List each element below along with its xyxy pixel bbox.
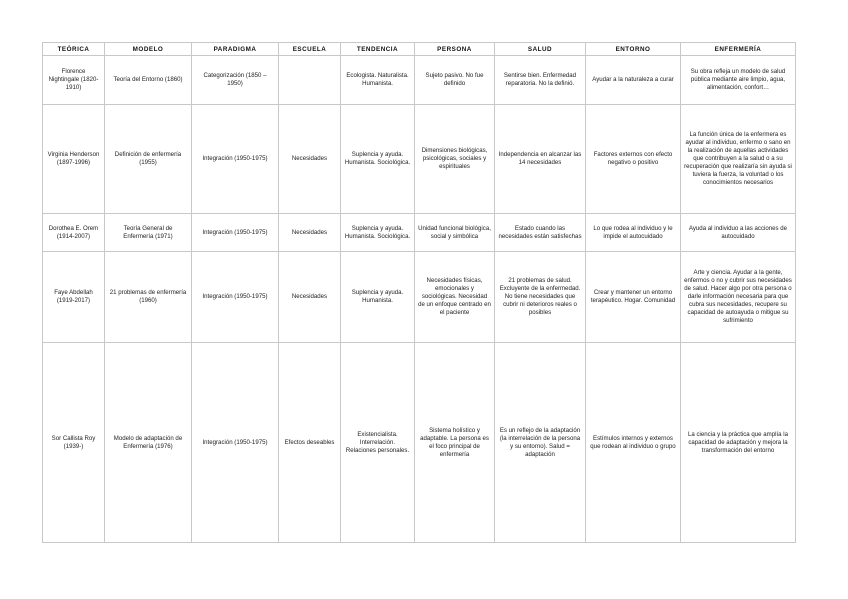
cell-teorica: Faye Abdellah (1919-2017) [43, 252, 105, 343]
cell-persona: Sistema holístico y adaptable. La persona es el foco principal de enfermería [415, 343, 495, 543]
cell-escuela: Efectos deseables [279, 343, 341, 543]
cell-entorno: Lo que rodea al individuo y le impide el autocuidado [586, 214, 681, 252]
cell-entorno: Ayudar a la naturaleza a curar [586, 56, 681, 105]
cell-tendencia: Suplencia y ayuda. Humanista. [341, 252, 415, 343]
cell-paradigma: Integración (1950-1975) [192, 214, 279, 252]
cell-persona: Dimensiones biológicas, psicológicas, sociales y espirituales [415, 105, 495, 214]
cell-entorno: Crear y mantener un entorno terapéutico. Hogar. Comunidad [586, 252, 681, 343]
cell-modelo: Modelo de adaptación de Enfermería (1976) [105, 343, 192, 543]
cell-tendencia: Suplencia y ayuda. Humanista. Sociológica. [341, 105, 415, 214]
cell-escuela [279, 56, 341, 105]
nursing-theories-table [42, 42, 796, 543]
table-row [43, 343, 796, 543]
cell-paradigma: Integración (1950-1975) [192, 105, 279, 214]
cell-salud: 21 problemas de salud. Excluyente de la enfermedad. No tiene necesidades que cubrir ni deterioros reales o posibles [495, 252, 586, 343]
cell-teorica: Florence Nightingale (1820-1910) [43, 56, 105, 105]
header-modelo: MODELO [105, 43, 192, 56]
cell-escuela: Necesidades [279, 105, 341, 214]
cell-tendencia: Existencialista. Interrelación. Relaciones personales. [341, 343, 415, 543]
cell-persona: Necesidades físicas, emocionales y sociológicas. Necesidad de un enfoque centrado en el paciente [415, 252, 495, 343]
cell-teorica: Dorothea E. Orem (1914-2007) [43, 214, 105, 252]
header-persona: PERSONA [415, 43, 495, 56]
header-teorica: TEÓRICA [43, 43, 105, 56]
header-escuela: ESCUELA [279, 43, 341, 56]
theories-sheet [42, 42, 795, 543]
table-row [43, 105, 796, 214]
cell-enfermeria: Su obra refleja un modelo de salud pública mediante aire limpio, agua, alimentación, confort… [681, 56, 796, 105]
cell-enfermeria: Ayuda al individuo a las acciones de autocuidado [681, 214, 796, 252]
cell-paradigma: Categorización (1850 – 1950) [192, 56, 279, 105]
header-tendencia: TENDENCIA [341, 43, 415, 56]
cell-teorica: Sor Callista Roy (1939-) [43, 343, 105, 543]
cell-modelo: Teoría del Entorno (1860) [105, 56, 192, 105]
table-row [43, 56, 796, 105]
cell-modelo: Definición de enfermería (1955) [105, 105, 192, 214]
cell-modelo: Teoría General de Enfermería (1971) [105, 214, 192, 252]
cell-enfermeria: La ciencia y la práctica que amplía la capacidad de adaptación y mejora la transformación del entorno [681, 343, 796, 543]
cell-persona: Sujeto pasivo. No fue definido [415, 56, 495, 105]
cell-salud: Independencia en alcanzar las 14 necesidades [495, 105, 586, 214]
cell-modelo: 21 problemas de enfermería (1960) [105, 252, 192, 343]
cell-tendencia: Suplencia y ayuda. Humanista. Sociológica. [341, 214, 415, 252]
cell-salud: Sentirse bien. Enfermedad reparatoria. No la definió. [495, 56, 586, 105]
cell-entorno: Estímulos internos y externos que rodean al individuo o grupo [586, 343, 681, 543]
cell-enfermeria: La función única de la enfermera es ayudar al individuo, enfermo o sano en la realización de aquellas actividades que contribuyen a la salud o a su recuperación que realizaría sin ayuda si tuviera la fuerza, la voluntad o los conocimientos necesarios [681, 105, 796, 214]
cell-paradigma: Integración (1950-1975) [192, 343, 279, 543]
header-row [43, 43, 796, 56]
cell-salud: Estado cuando las necesidades están satisfechas [495, 214, 586, 252]
cell-escuela: Necesidades [279, 214, 341, 252]
header-entorno: ENTORNO [586, 43, 681, 56]
header-paradigma: PARADIGMA [192, 43, 279, 56]
cell-salud: Es un reflejo de la adaptación (la interrelación de la persona y su entorno). Salud = adaptación [495, 343, 586, 543]
cell-enfermeria: Arte y ciencia. Ayudar a la gente, enfermos o no y cubrir sus necesidades de salud. Hacer algo por otra persona o darle información necesaria para que cubra sus necesidades, recupere su capacidad de autoayuda o mitigue su sufrimiento [681, 252, 796, 343]
cell-escuela: Necesidades [279, 252, 341, 343]
cell-persona: Unidad funcional biológica, social y simbólica [415, 214, 495, 252]
table-row [43, 252, 796, 343]
cell-entorno: Factores externos con efecto negativo o positivo [586, 105, 681, 214]
header-salud: SALUD [495, 43, 586, 56]
cell-paradigma: Integración (1950-1975) [192, 252, 279, 343]
cell-tendencia: Ecologista. Naturalista. Humanista. [341, 56, 415, 105]
header-enfermeria: ENFERMERÍA [681, 43, 796, 56]
cell-teorica: Virginia Henderson (1897-1996) [43, 105, 105, 214]
table-row [43, 214, 796, 252]
